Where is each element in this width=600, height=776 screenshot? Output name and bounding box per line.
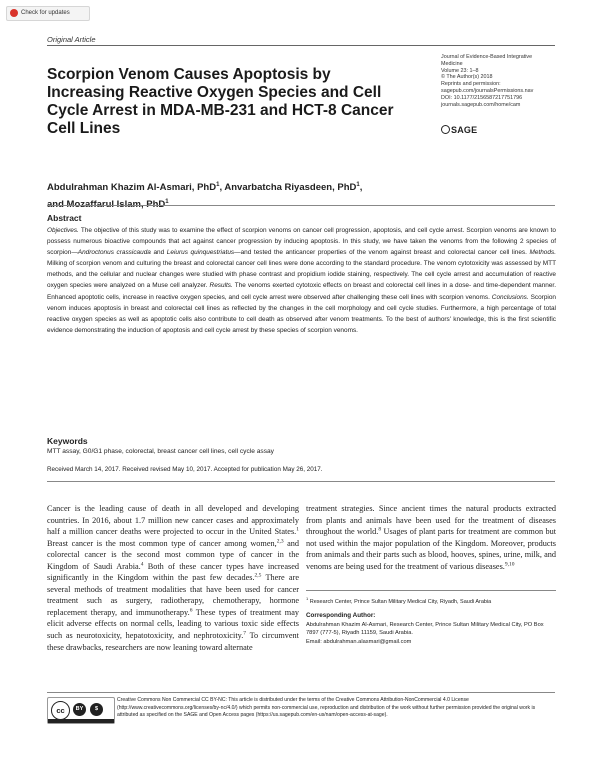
article-title: Scorpion Venom Causes Apoptosis by Increasing Reactive Oxygen Species and Cell Cycle Arrest in MDA-MB-231 and HCT-8 Cancer Cell Lines [47,66,394,137]
citation-ref[interactable]: 4 [140,560,144,567]
citation-ref[interactable]: 9,10 [504,560,515,567]
author-list: Abdulrahman Khazim Al-Asmari, PhD$^1$, Anvarbatcha Riyasdeen, PhD$^1$, and Mozaffarul Islam, PhD$^1$ [47,182,363,211]
body-column-1 [47,503,299,653]
reprints-line1: Reprints and permission: [441,81,501,88]
author-1: Abdulrahman Khazim Al-Asmari, PhD [47,182,217,194]
author-3-affil: 1 [165,199,169,206]
corresponding-author-heading: Corresponding Author: [306,612,376,619]
species-and: and [150,249,167,257]
species-1: Androctonus crassicauda [77,249,151,257]
keywords-heading: Keywords [47,436,88,446]
body-column-2 [306,503,556,572]
check-updates-icon [10,9,18,17]
footnote-divider [306,590,556,591]
sage-logo-text: SAGE [451,125,478,135]
conclusions-label: Conclusions. [491,293,529,301]
journal-name-line2: Medicine [441,60,463,67]
abstract-divider [47,205,555,206]
cc-icon: cc [51,701,70,720]
body-text: Both of these cancer types have increased significantly in the Kingdom within the past few decades. [47,561,299,583]
header-divider [47,45,555,46]
doi[interactable]: DOI: 10.1177/2156587217751796 [441,94,523,101]
affiliation-text: Research Center, Prince Sultan Military Medical City, Riyadh, Saudi Arabia [308,598,492,605]
body-text: and colorectal cancer is the second most common type of cancer in the Kingdom of Saudi Arabia. [47,538,299,571]
corresponding-author-email[interactable]: Email: abdulrahman.alasmari@gmail.com [306,638,412,645]
noncommercial-icon: $ [90,703,103,716]
body-text: Cancer is the leading cause of death in all developed and developing countries. In 2016, about 1.7 million new cancer cases and approximately half a million cancer deaths were projected to occur in the United States. [47,504,299,537]
sage-circle-icon [441,125,450,134]
affiliation-marker: 1 [306,596,309,601]
author-3: Mozaffarul Islam, PhD [66,199,166,211]
corresponding-author-address: Abdulrahman Khazim Al-Asmari, Research Center, Prince Sultan Military Medical City, PO Box 7897 (777-5), Riyadh 11159, Saudi Arabia. [306,622,544,637]
abstract-body [47,225,556,336]
conclusions-text: Scorpion venom induces apoptosis in breast and colorectal cell lines as reflected by the changes in the cell morphology and cell cycle studies. Furthermore, a high percentage of total reactive oxygen species as well as apoptotic cells also contribute to cell death as observed after venom treatments. To the best of authors' knowledge, this is the first scientific evidence demonstrating the induction of apoptosis and cell cycle arrest by these species of scorpion venoms. [47,293,556,334]
results-label: Results. [209,282,233,290]
journal-meta [441,54,561,108]
corresponding-author-body [306,621,556,646]
check-updates-label: Check for updates [21,10,70,16]
journal-url[interactable]: journals.sagepub.com/home/cam [441,101,521,108]
objectives-text-2: —and tested the anticancer properties of the venom against breast and colorectal cancer cell lines. [234,249,530,257]
attribution-icon: BY [73,703,86,716]
license-text: Creative Commons Non Commercial CC BY-NC: This article is distributed under the terms of the Creative Commons Attribution-NonCommercial 4.0 License (http://www.creativecommons.org/licenses/by-nc/4.0/) which permits non-commercial use, reproduction and distribution of the work without further permission provided the original work is attributed as specified on the SAGE and Open Access pages (https://us.sagepub.com/en-us/nam/open-access-at-sage). [117,697,536,719]
journal-copyright: © The Author(s) 2018 [441,74,493,81]
license-divider [47,692,555,693]
sage-logo [441,125,477,135]
article-type: Original Article [47,35,96,44]
body-text: To circumvent these drawbacks, researchers are now leaning toward alternate [47,631,299,652]
author-1-affil: 1 [216,182,220,188]
citation-ref[interactable]: 2,5 [254,572,262,579]
author-and: and [47,199,64,211]
journal-volume: Volume 23: 1–8 [441,67,479,74]
objectives-label: Objectives. [47,227,79,234]
journal-name-line1: Journal of Evidence-Based Integrative [441,54,533,60]
author-2-affil: 1 [356,182,360,188]
species-2: Leiurus quinquestriatus [166,249,235,257]
body-text: There are several methods of treatment modalities that have been used for cancer treatment such as surgery, radiotherapy, chemotherapy, hormone replacement therapy, and immunotherapy. [47,573,299,617]
methods-label: Methods. [529,249,556,257]
body-text: treatment strategies. Since ancient times the natural products extracted from plants and animals have been used for the treatment of diseases throughout the world. [306,504,556,537]
author-2: Anvarbatcha Riyasdeen, PhD [224,182,357,194]
objectives-text: The objective of this study was to examine the effect of scorpion venoms on cancer cell progression, apoptosis, and cell cycle arrest. Scorpion venoms are known to possess numerous bioactive compounds that act against cancer progression by inducing apoptosis. In this study, we have taken the venoms from the following 2 species of scorpion— [47,227,556,257]
cc-license-badge[interactable] [47,697,115,724]
received-dates: Received March 14, 2017. Received revised May 10, 2017. Accepted for publication May 26, 2017. [47,466,323,473]
methods-text: Milking of scorpion venom and culturing the breast and colorectal cancer cell lines were done according to the standard procedure. The venom cytotoxicity was assessed by MTT methods, and the cellular and nuclear changes were studied with phase contrast and propidium iodide staining, respectively. The cell cycle arrest and accumulation of reactive oxygen species were analyzed on a Muse cell analyzer. [47,260,556,290]
keywords-text: MTT assay, G0/G1 phase, colorectal, breast cancer cell lines, cell cycle assay [47,448,274,455]
body-text: Breast cancer is the most common type of cancer among women, [47,538,277,548]
body-divider [47,481,555,482]
abstract-heading: Abstract [47,213,82,223]
check-for-updates-button[interactable] [6,6,90,21]
affiliation [306,595,556,606]
body-text: These types of treatment may elicit adverse effects on normal cells, leading to various toxic side effects such as neurotoxicity, hepatotoxicity, and nephrotoxicity. [47,607,300,641]
results-text: The venoms exerted cytotoxic effects on breast and colorectal cell lines in a dose- and time-dependent manner. Enhanced apoptotic cells, increase in reactive oxygen species, and cell cycle arrest were observed after challenging these cell lines with scorpion venoms. [47,282,556,301]
citation-ref[interactable]: 6 [189,607,193,614]
body-text: Usages of plant parts for treatment are common but not used within the major population of the Kingdom. Moreover, products from animals and their parts such as blood, hooves, spines, urine, milk, and venoms are being used for the treatment of various diseases. [306,527,556,571]
citation-ref[interactable]: 1 [296,526,299,533]
citation-ref[interactable]: 2,3 [276,537,284,544]
cc-badge-bar [48,719,114,723]
reprints-link[interactable]: sagepub.com/journalsPermissions.nav [441,87,534,94]
citation-ref[interactable]: 7 [243,630,247,637]
citation-ref[interactable]: 8 [378,526,382,533]
